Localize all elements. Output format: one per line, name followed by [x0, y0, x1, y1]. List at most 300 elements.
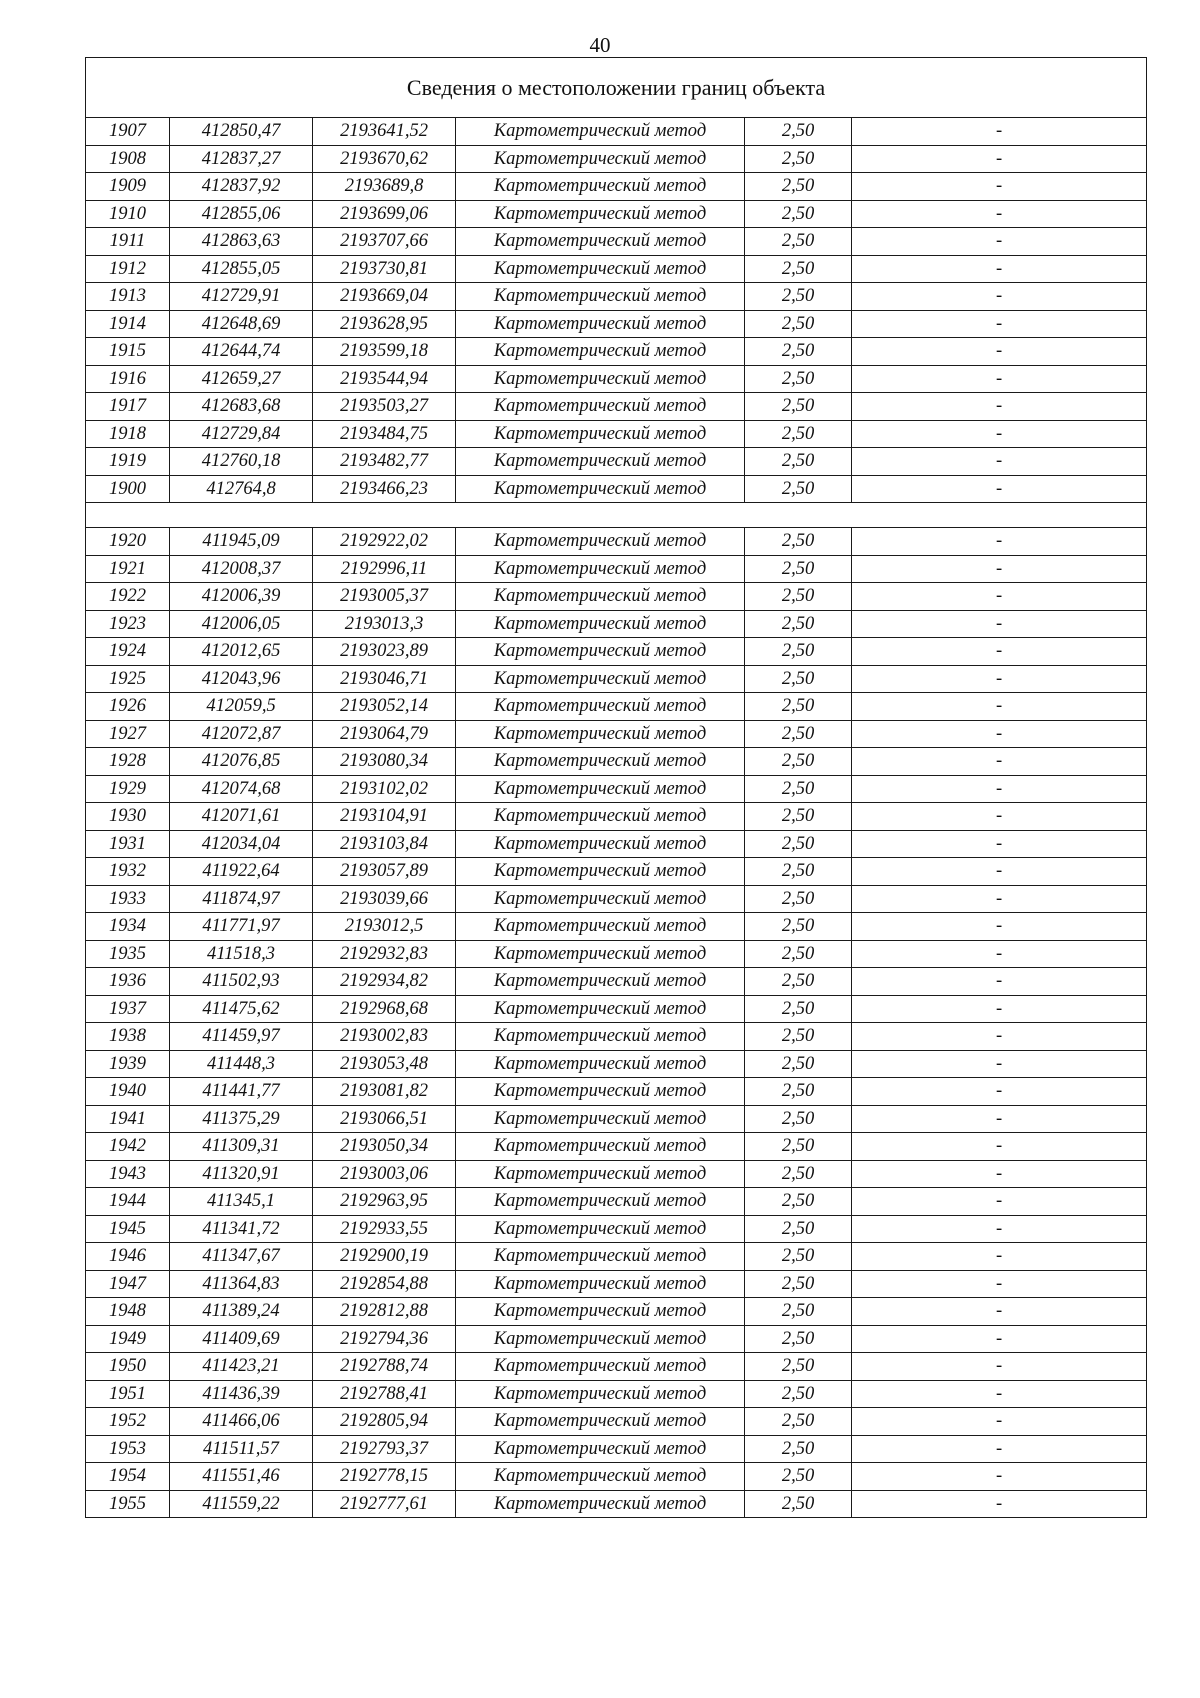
description-cell: - [852, 1078, 1147, 1106]
table-row [86, 200, 1147, 228]
x-coordinate-cell: 412850,47 [170, 118, 313, 146]
y-coordinate-cell: 2193039,66 [313, 885, 456, 913]
method-cell: Картометрический метод [456, 1325, 745, 1353]
accuracy-cell: 2,50 [745, 995, 852, 1023]
table-row [86, 583, 1147, 611]
accuracy-cell: 2,50 [745, 693, 852, 721]
table-row [86, 748, 1147, 776]
point-number-cell: 1909 [86, 173, 170, 201]
y-coordinate-cell: 2193669,04 [313, 283, 456, 311]
accuracy-cell: 2,50 [745, 1353, 852, 1381]
method-cell: Картометрический метод [456, 830, 745, 858]
group-separator-row [86, 503, 1147, 528]
x-coordinate-cell: 411874,97 [170, 885, 313, 913]
description-cell: - [852, 338, 1147, 366]
table-row [86, 775, 1147, 803]
y-coordinate-cell: 2192932,83 [313, 940, 456, 968]
description-cell: - [852, 365, 1147, 393]
table-row [86, 1270, 1147, 1298]
point-number-cell: 1950 [86, 1353, 170, 1381]
method-cell: Картометрический метод [456, 145, 745, 173]
y-coordinate-cell: 2193066,51 [313, 1105, 456, 1133]
accuracy-cell: 2,50 [745, 830, 852, 858]
point-number-cell: 1937 [86, 995, 170, 1023]
accuracy-cell: 2,50 [745, 1243, 852, 1271]
point-number-cell: 1914 [86, 310, 170, 338]
x-coordinate-cell: 412729,91 [170, 283, 313, 311]
table-row [86, 283, 1147, 311]
method-cell: Картометрический метод [456, 1353, 745, 1381]
description-cell: - [852, 1133, 1147, 1161]
description-cell: - [852, 885, 1147, 913]
accuracy-cell: 2,50 [745, 1435, 852, 1463]
method-cell: Картометрический метод [456, 610, 745, 638]
point-number-cell: 1907 [86, 118, 170, 146]
point-number-cell: 1932 [86, 858, 170, 886]
table-row [86, 1298, 1147, 1326]
table-row [86, 338, 1147, 366]
accuracy-cell: 2,50 [745, 913, 852, 941]
point-number-cell: 1912 [86, 255, 170, 283]
point-number-cell: 1908 [86, 145, 170, 173]
method-cell: Картометрический метод [456, 475, 745, 503]
y-coordinate-cell: 2193012,5 [313, 913, 456, 941]
accuracy-cell: 2,50 [745, 365, 852, 393]
table-row [86, 638, 1147, 666]
y-coordinate-cell: 2193003,06 [313, 1160, 456, 1188]
x-coordinate-cell: 411409,69 [170, 1325, 313, 1353]
description-cell: - [852, 228, 1147, 256]
x-coordinate-cell: 411502,93 [170, 968, 313, 996]
point-number-cell: 1945 [86, 1215, 170, 1243]
table-row [86, 420, 1147, 448]
accuracy-cell: 2,50 [745, 338, 852, 366]
x-coordinate-cell: 412006,39 [170, 583, 313, 611]
method-cell: Картометрический метод [456, 283, 745, 311]
x-coordinate-cell: 411389,24 [170, 1298, 313, 1326]
x-coordinate-cell: 411375,29 [170, 1105, 313, 1133]
accuracy-cell: 2,50 [745, 583, 852, 611]
method-cell: Картометрический метод [456, 748, 745, 776]
x-coordinate-cell: 411436,39 [170, 1380, 313, 1408]
y-coordinate-cell: 2193057,89 [313, 858, 456, 886]
accuracy-cell: 2,50 [745, 475, 852, 503]
description-cell: - [852, 448, 1147, 476]
point-number-cell: 1938 [86, 1023, 170, 1051]
point-number-cell: 1941 [86, 1105, 170, 1133]
table-row [86, 1325, 1147, 1353]
table-row [86, 830, 1147, 858]
accuracy-cell: 2,50 [745, 1298, 852, 1326]
table-title-row [86, 58, 1147, 118]
accuracy-cell: 2,50 [745, 1408, 852, 1436]
description-cell: - [852, 720, 1147, 748]
accuracy-cell: 2,50 [745, 393, 852, 421]
y-coordinate-cell: 2193046,71 [313, 665, 456, 693]
y-coordinate-cell: 2193707,66 [313, 228, 456, 256]
description-cell: - [852, 255, 1147, 283]
description-cell: - [852, 748, 1147, 776]
x-coordinate-cell: 412764,8 [170, 475, 313, 503]
accuracy-cell: 2,50 [745, 1188, 852, 1216]
point-number-cell: 1935 [86, 940, 170, 968]
description-cell: - [852, 1105, 1147, 1133]
method-cell: Картометрический метод [456, 583, 745, 611]
accuracy-cell: 2,50 [745, 748, 852, 776]
point-number-cell: 1916 [86, 365, 170, 393]
description-cell: - [852, 1435, 1147, 1463]
method-cell: Картометрический метод [456, 1023, 745, 1051]
x-coordinate-cell: 411922,64 [170, 858, 313, 886]
table-row [86, 1408, 1147, 1436]
method-cell: Картометрический метод [456, 1188, 745, 1216]
table-row [86, 1160, 1147, 1188]
accuracy-cell: 2,50 [745, 885, 852, 913]
x-coordinate-cell: 412076,85 [170, 748, 313, 776]
x-coordinate-cell: 411341,72 [170, 1215, 313, 1243]
y-coordinate-cell: 2192788,41 [313, 1380, 456, 1408]
point-number-cell: 1917 [86, 393, 170, 421]
y-coordinate-cell: 2193641,52 [313, 118, 456, 146]
accuracy-cell: 2,50 [745, 1105, 852, 1133]
table-row [86, 1380, 1147, 1408]
method-cell: Картометрический метод [456, 1160, 745, 1188]
accuracy-cell: 2,50 [745, 1078, 852, 1106]
x-coordinate-cell: 412855,06 [170, 200, 313, 228]
point-number-cell: 1936 [86, 968, 170, 996]
description-cell: - [852, 1490, 1147, 1518]
method-cell: Картометрический метод [456, 1133, 745, 1161]
x-coordinate-cell: 411475,62 [170, 995, 313, 1023]
x-coordinate-cell: 412074,68 [170, 775, 313, 803]
method-cell: Картометрический метод [456, 885, 745, 913]
method-cell: Картометрический метод [456, 1380, 745, 1408]
method-cell: Картометрический метод [456, 420, 745, 448]
description-cell: - [852, 1353, 1147, 1381]
x-coordinate-cell: 412837,92 [170, 173, 313, 201]
table-row [86, 1023, 1147, 1051]
method-cell: Картометрический метод [456, 1270, 745, 1298]
table-row [86, 118, 1147, 146]
accuracy-cell: 2,50 [745, 940, 852, 968]
table-row [86, 913, 1147, 941]
point-number-cell: 1930 [86, 803, 170, 831]
accuracy-cell: 2,50 [745, 803, 852, 831]
x-coordinate-cell: 412644,74 [170, 338, 313, 366]
method-cell: Картометрический метод [456, 720, 745, 748]
y-coordinate-cell: 2193002,83 [313, 1023, 456, 1051]
x-coordinate-cell: 411559,22 [170, 1490, 313, 1518]
x-coordinate-cell: 412006,05 [170, 610, 313, 638]
y-coordinate-cell: 2192778,15 [313, 1463, 456, 1491]
y-coordinate-cell: 2192793,37 [313, 1435, 456, 1463]
table-row [86, 693, 1147, 721]
accuracy-cell: 2,50 [745, 420, 852, 448]
description-cell: - [852, 1160, 1147, 1188]
y-coordinate-cell: 2193103,84 [313, 830, 456, 858]
description-cell: - [852, 638, 1147, 666]
accuracy-cell: 2,50 [745, 200, 852, 228]
table-row [86, 1435, 1147, 1463]
point-number-cell: 1926 [86, 693, 170, 721]
method-cell: Картометрический метод [456, 803, 745, 831]
x-coordinate-cell: 412648,69 [170, 310, 313, 338]
table-row [86, 365, 1147, 393]
y-coordinate-cell: 2193599,18 [313, 338, 456, 366]
y-coordinate-cell: 2192934,82 [313, 968, 456, 996]
x-coordinate-cell: 411347,67 [170, 1243, 313, 1271]
point-number-cell: 1934 [86, 913, 170, 941]
y-coordinate-cell: 2193053,48 [313, 1050, 456, 1078]
table-row [86, 173, 1147, 201]
point-number-cell: 1943 [86, 1160, 170, 1188]
point-number-cell: 1955 [86, 1490, 170, 1518]
description-cell: - [852, 775, 1147, 803]
table-body [86, 58, 1147, 1518]
description-cell: - [852, 968, 1147, 996]
table-row [86, 803, 1147, 831]
point-number-cell: 1910 [86, 200, 170, 228]
accuracy-cell: 2,50 [745, 610, 852, 638]
table-row [86, 1243, 1147, 1271]
y-coordinate-cell: 2193005,37 [313, 583, 456, 611]
y-coordinate-cell: 2193689,8 [313, 173, 456, 201]
accuracy-cell: 2,50 [745, 1380, 852, 1408]
description-cell: - [852, 1050, 1147, 1078]
description-cell: - [852, 393, 1147, 421]
description-cell: - [852, 310, 1147, 338]
description-cell: - [852, 830, 1147, 858]
y-coordinate-cell: 2192996,11 [313, 555, 456, 583]
point-number-cell: 1918 [86, 420, 170, 448]
point-number-cell: 1915 [86, 338, 170, 366]
method-cell: Картометрический метод [456, 200, 745, 228]
point-number-cell: 1933 [86, 885, 170, 913]
point-number-cell: 1940 [86, 1078, 170, 1106]
point-number-cell: 1942 [86, 1133, 170, 1161]
x-coordinate-cell: 412008,37 [170, 555, 313, 583]
y-coordinate-cell: 2192854,88 [313, 1270, 456, 1298]
table-row [86, 610, 1147, 638]
y-coordinate-cell: 2192922,02 [313, 528, 456, 556]
y-coordinate-cell: 2192963,95 [313, 1188, 456, 1216]
table-row [86, 968, 1147, 996]
accuracy-cell: 2,50 [745, 665, 852, 693]
y-coordinate-cell: 2193064,79 [313, 720, 456, 748]
point-number-cell: 1951 [86, 1380, 170, 1408]
y-coordinate-cell: 2193102,02 [313, 775, 456, 803]
x-coordinate-cell: 412059,5 [170, 693, 313, 721]
accuracy-cell: 2,50 [745, 775, 852, 803]
x-coordinate-cell: 412863,63 [170, 228, 313, 256]
description-cell: - [852, 200, 1147, 228]
method-cell: Картометрический метод [456, 1298, 745, 1326]
point-number-cell: 1952 [86, 1408, 170, 1436]
y-coordinate-cell: 2193699,06 [313, 200, 456, 228]
accuracy-cell: 2,50 [745, 255, 852, 283]
method-cell: Картометрический метод [456, 1215, 745, 1243]
x-coordinate-cell: 411345,1 [170, 1188, 313, 1216]
table-row [86, 1133, 1147, 1161]
method-cell: Картометрический метод [456, 638, 745, 666]
accuracy-cell: 2,50 [745, 1215, 852, 1243]
y-coordinate-cell: 2192777,61 [313, 1490, 456, 1518]
method-cell: Картометрический метод [456, 365, 745, 393]
accuracy-cell: 2,50 [745, 145, 852, 173]
description-cell: - [852, 118, 1147, 146]
point-number-cell: 1900 [86, 475, 170, 503]
accuracy-cell: 2,50 [745, 1160, 852, 1188]
point-number-cell: 1924 [86, 638, 170, 666]
point-number-cell: 1954 [86, 1463, 170, 1491]
x-coordinate-cell: 412072,87 [170, 720, 313, 748]
description-cell: - [852, 475, 1147, 503]
point-number-cell: 1947 [86, 1270, 170, 1298]
x-coordinate-cell: 411518,3 [170, 940, 313, 968]
y-coordinate-cell: 2193050,34 [313, 1133, 456, 1161]
accuracy-cell: 2,50 [745, 968, 852, 996]
method-cell: Картометрический метод [456, 913, 745, 941]
y-coordinate-cell: 2192900,19 [313, 1243, 456, 1271]
method-cell: Картометрический метод [456, 665, 745, 693]
description-cell: - [852, 1325, 1147, 1353]
y-coordinate-cell: 2192794,36 [313, 1325, 456, 1353]
description-cell: - [852, 1243, 1147, 1271]
y-coordinate-cell: 2193484,75 [313, 420, 456, 448]
y-coordinate-cell: 2192968,68 [313, 995, 456, 1023]
point-number-cell: 1949 [86, 1325, 170, 1353]
method-cell: Картометрический метод [456, 1463, 745, 1491]
table-row [86, 255, 1147, 283]
y-coordinate-cell: 2192933,55 [313, 1215, 456, 1243]
table-row [86, 858, 1147, 886]
accuracy-cell: 2,50 [745, 118, 852, 146]
table-row [86, 555, 1147, 583]
point-number-cell: 1919 [86, 448, 170, 476]
table-row [86, 995, 1147, 1023]
accuracy-cell: 2,50 [745, 1023, 852, 1051]
description-cell: - [852, 858, 1147, 886]
description-cell: - [852, 995, 1147, 1023]
table-row [86, 228, 1147, 256]
table-row [86, 1463, 1147, 1491]
method-cell: Картометрический метод [456, 393, 745, 421]
table-row [86, 145, 1147, 173]
x-coordinate-cell: 411466,06 [170, 1408, 313, 1436]
x-coordinate-cell: 412729,84 [170, 420, 313, 448]
accuracy-cell: 2,50 [745, 228, 852, 256]
group-separator-cell [86, 503, 1147, 528]
description-cell: - [852, 1188, 1147, 1216]
x-coordinate-cell: 412683,68 [170, 393, 313, 421]
description-cell: - [852, 940, 1147, 968]
y-coordinate-cell: 2193482,77 [313, 448, 456, 476]
table-row [86, 528, 1147, 556]
description-cell: - [852, 803, 1147, 831]
point-number-cell: 1925 [86, 665, 170, 693]
table-row [86, 1353, 1147, 1381]
y-coordinate-cell: 2193104,91 [313, 803, 456, 831]
method-cell: Картометрический метод [456, 1078, 745, 1106]
description-cell: - [852, 693, 1147, 721]
method-cell: Картометрический метод [456, 968, 745, 996]
description-cell: - [852, 283, 1147, 311]
x-coordinate-cell: 411511,57 [170, 1435, 313, 1463]
method-cell: Картометрический метод [456, 338, 745, 366]
table-row [86, 448, 1147, 476]
method-cell: Картометрический метод [456, 1050, 745, 1078]
x-coordinate-cell: 411771,97 [170, 913, 313, 941]
x-coordinate-cell: 412760,18 [170, 448, 313, 476]
description-cell: - [852, 1380, 1147, 1408]
description-cell: - [852, 583, 1147, 611]
table-row [86, 720, 1147, 748]
point-number-cell: 1927 [86, 720, 170, 748]
y-coordinate-cell: 2192812,88 [313, 1298, 456, 1326]
table-row [86, 1078, 1147, 1106]
point-number-cell: 1929 [86, 775, 170, 803]
x-coordinate-cell: 411551,46 [170, 1463, 313, 1491]
y-coordinate-cell: 2193544,94 [313, 365, 456, 393]
description-cell: - [852, 610, 1147, 638]
point-number-cell: 1911 [86, 228, 170, 256]
method-cell: Картометрический метод [456, 693, 745, 721]
page-number: 40 [589, 33, 611, 57]
x-coordinate-cell: 411364,83 [170, 1270, 313, 1298]
y-coordinate-cell: 2193628,95 [313, 310, 456, 338]
x-coordinate-cell: 412034,04 [170, 830, 313, 858]
description-cell: - [852, 528, 1147, 556]
point-number-cell: 1948 [86, 1298, 170, 1326]
accuracy-cell: 2,50 [745, 1270, 852, 1298]
point-number-cell: 1928 [86, 748, 170, 776]
method-cell: Картометрический метод [456, 448, 745, 476]
method-cell: Картометрический метод [456, 995, 745, 1023]
method-cell: Картометрический метод [456, 1243, 745, 1271]
description-cell: - [852, 173, 1147, 201]
table-row [86, 1188, 1147, 1216]
boundary-coordinates-table [85, 57, 1147, 1518]
accuracy-cell: 2,50 [745, 720, 852, 748]
method-cell: Картометрический метод [456, 228, 745, 256]
x-coordinate-cell: 411448,3 [170, 1050, 313, 1078]
point-number-cell: 1953 [86, 1435, 170, 1463]
description-cell: - [852, 1463, 1147, 1491]
description-cell: - [852, 1215, 1147, 1243]
x-coordinate-cell: 411459,97 [170, 1023, 313, 1051]
accuracy-cell: 2,50 [745, 173, 852, 201]
point-number-cell: 1944 [86, 1188, 170, 1216]
x-coordinate-cell: 411423,21 [170, 1353, 313, 1381]
accuracy-cell: 2,50 [745, 1325, 852, 1353]
point-number-cell: 1921 [86, 555, 170, 583]
table-row [86, 1215, 1147, 1243]
point-number-cell: 1946 [86, 1243, 170, 1271]
y-coordinate-cell: 2193080,34 [313, 748, 456, 776]
method-cell: Картометрический метод [456, 1435, 745, 1463]
x-coordinate-cell: 411441,77 [170, 1078, 313, 1106]
description-cell: - [852, 420, 1147, 448]
point-number-cell: 1920 [86, 528, 170, 556]
accuracy-cell: 2,50 [745, 1133, 852, 1161]
accuracy-cell: 2,50 [745, 1050, 852, 1078]
point-number-cell: 1922 [86, 583, 170, 611]
y-coordinate-cell: 2193730,81 [313, 255, 456, 283]
method-cell: Картометрический метод [456, 310, 745, 338]
accuracy-cell: 2,50 [745, 1463, 852, 1491]
accuracy-cell: 2,50 [745, 638, 852, 666]
x-coordinate-cell: 412659,27 [170, 365, 313, 393]
